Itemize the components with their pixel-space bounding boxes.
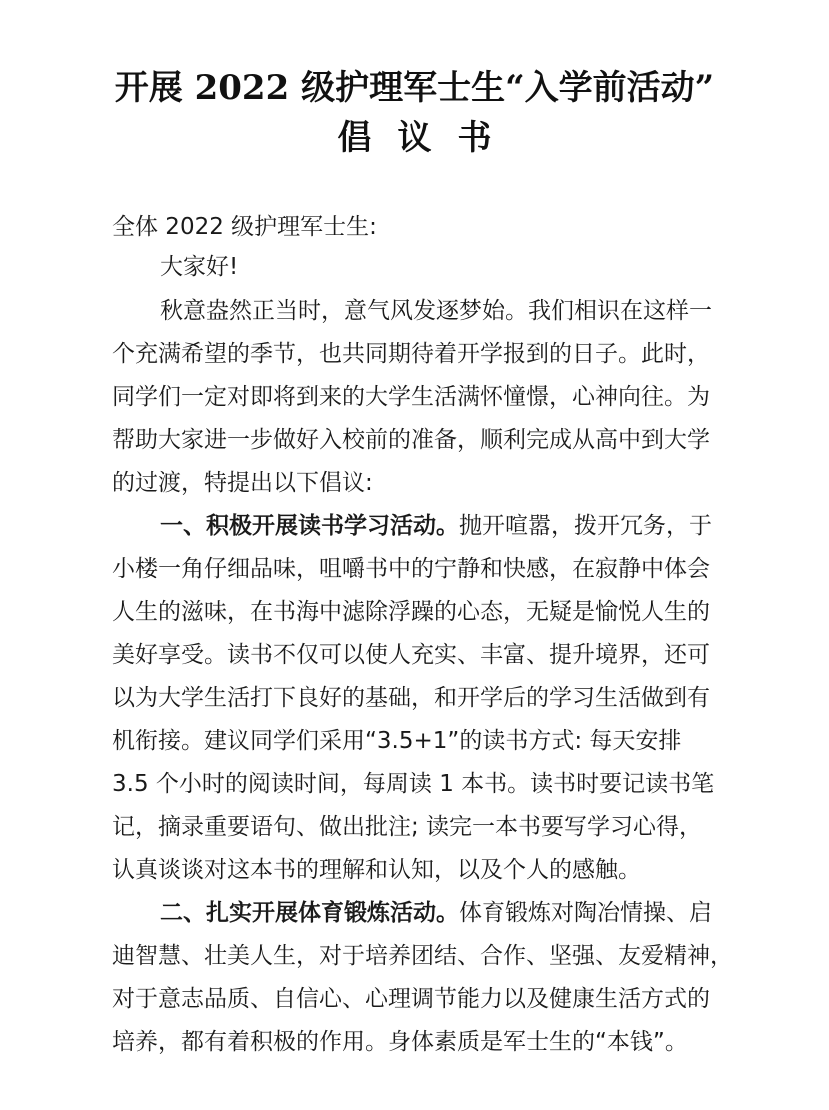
- section1-line: 以为大学生活打下良好的基础，和开学后的学习生活做到有: [112, 685, 710, 711]
- section1-line: 小楼一角仔细品味，咀嚼书中的宁静和快感，在寂静中体会: [112, 556, 710, 582]
- section2-first-line-text: 体育锻炼对陶冶情操、启: [459, 900, 712, 926]
- section2-heading: 二、扎实开展体育锻炼活动。: [160, 900, 459, 926]
- section1-first-line: [160, 505, 712, 547]
- intro-line: 个充满希望的季节，也共同期待着开学报到的日子。此时，: [112, 341, 710, 367]
- document-subtitle: 倡议书: [337, 118, 518, 158]
- section2-first-line: [160, 892, 712, 934]
- document-body: [112, 206, 733, 1066]
- salutation: 全体 2022 级护理军士生:: [112, 214, 377, 240]
- section1-line: 认真谈谈对这本书的理解和认知，以及个人的感触。: [112, 857, 641, 883]
- intro-line: 秋意盎然正当时，意气风发逐梦始。我们相识在这样一: [160, 298, 712, 324]
- intro-line: 同学们一定对即将到来的大学生活满怀憧憬，心神向往。为: [112, 384, 710, 410]
- intro-line: 的过渡，特提出以下倡议:: [112, 470, 373, 496]
- section2-line: 培养，都有着积极的作用。身体素质是军士生的“本钱”。: [112, 1029, 688, 1055]
- section1-line: 人生的滋味，在书海中滤除浮躁的心态，无疑是愉悦人生的: [112, 599, 710, 625]
- section1-first-line-text: 抛开喧嚣，拨开冗务，于: [459, 513, 712, 539]
- greeting: 大家好!: [160, 254, 239, 280]
- section2-line: 对于意志品质、自信心、心理调节能力以及健康生活方式的: [112, 986, 710, 1012]
- section1-heading: 一、积极开展读书学习活动。: [160, 513, 459, 539]
- section1-line: 记，摘录重要语句、做出批注; 读完一本书要写学习心得，: [112, 814, 703, 840]
- section1-line: 机衔接。建议同学们采用“3.5+1”的读书方式: 每天安排: [112, 728, 682, 754]
- section1-line: 3.5 个小时的阅读时间，每周读 1 本书。读书时要记读书笔: [112, 771, 715, 797]
- intro-line: 帮助大家进一步做好入校前的准备，顺利完成从高中到大学: [112, 427, 710, 453]
- section2-line: 迪智慧、壮美人生，对于培养团结、合作、坚强、友爱精神，: [112, 943, 733, 969]
- section1-line: 美好享受。读书不仅可以使人充实、丰富、提升境界，还可: [112, 642, 710, 668]
- document-title: 开展 2022 级护理军士生“入学前活动”: [114, 68, 715, 108]
